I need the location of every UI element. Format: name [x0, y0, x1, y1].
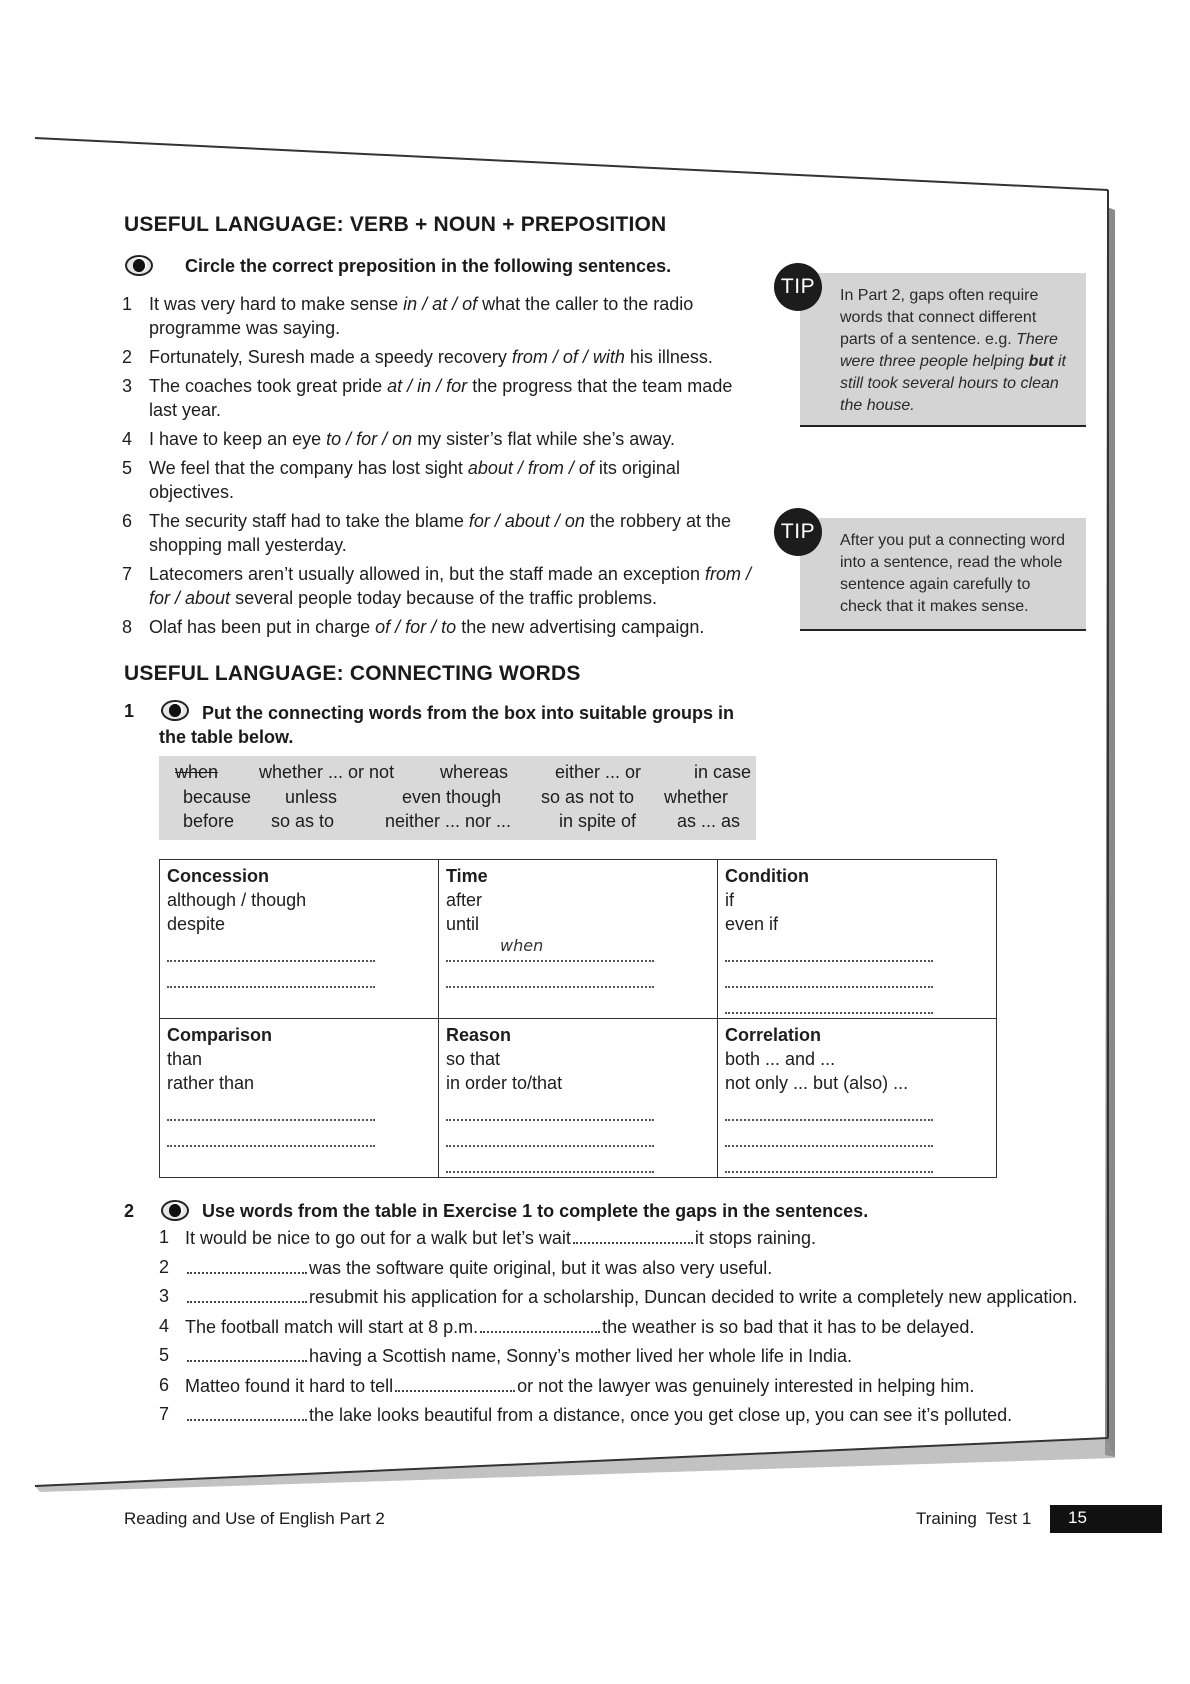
item-number: 2	[159, 1256, 170, 1277]
answer-gap[interactable]	[187, 1286, 307, 1303]
section-heading-connecting-words: USEFUL LANGUAGE: CONNECTING WORDS	[124, 662, 581, 685]
preposition-options[interactable]: about / from / of	[467, 458, 594, 478]
connecting-word: so as not to	[541, 786, 635, 807]
answer-gap[interactable]	[573, 1227, 693, 1244]
answer-line[interactable]	[446, 936, 654, 962]
exercise-instruction	[159, 701, 759, 749]
item-text-after: was the software quite original, but it was also very useful.	[309, 1257, 773, 1278]
category-word: so that	[446, 1049, 501, 1069]
item-text-after: his illness.	[624, 347, 713, 367]
category-word: than	[167, 1049, 203, 1069]
gap-fill-list	[159, 1227, 1077, 1434]
gap-item	[159, 1316, 1077, 1346]
item-text-after: the robbery at the shopping mall yesterday.	[149, 511, 732, 555]
item-text-after: the weather is so bad that it has to be delayed.	[602, 1316, 975, 1337]
connecting-word: because	[183, 786, 252, 807]
answer-line[interactable]	[725, 988, 933, 1014]
answer-line[interactable]	[167, 962, 375, 988]
sheet-top-edge	[35, 138, 1108, 190]
connecting-word: whereas	[440, 762, 509, 782]
answer-line[interactable]	[446, 1121, 654, 1147]
gap-item	[159, 1257, 1077, 1287]
category-cell	[718, 1019, 997, 1178]
tip-text-part: There were three people helping	[840, 331, 1058, 370]
connecting-words-box	[159, 756, 756, 840]
item-text-after: resubmit his application for a scholarship, Duncan decided to write a completely new application.	[309, 1287, 1078, 1307]
category-word: despite	[167, 914, 226, 934]
item-text-after: or not the lawyer was genuinely interested in helping him.	[517, 1375, 975, 1396]
exercise-item	[122, 615, 762, 639]
answer-gap[interactable]	[480, 1316, 600, 1333]
answer-line[interactable]	[725, 1147, 933, 1173]
item-text-after: my sister’s flat while she’s away.	[412, 429, 675, 449]
exercise-item	[122, 345, 762, 369]
answer-line[interactable]	[446, 1147, 654, 1173]
answer-gap[interactable]	[187, 1257, 307, 1274]
exercise-number: 1	[124, 701, 135, 721]
connecting-word: unless	[285, 786, 338, 807]
item-text-after: several people today because of the traffic problems.	[230, 588, 657, 608]
answer-line[interactable]	[167, 936, 375, 962]
exercise-item	[122, 456, 762, 504]
answer-line[interactable]	[725, 1095, 933, 1121]
item-text-before: Latecomers aren’t usually allowed in, but the staff made an exception	[149, 564, 705, 584]
category-cell	[439, 1019, 718, 1178]
category-heading: Reason	[446, 1025, 512, 1045]
table-row	[160, 1019, 997, 1178]
category-heading: Concession	[167, 866, 270, 886]
answer-gap[interactable]	[187, 1345, 307, 1362]
connecting-word: before	[183, 811, 235, 831]
eye-icon	[160, 1198, 192, 1224]
item-text-before: The football match will start at 8 p.m.	[185, 1316, 479, 1337]
item-text-before: The coaches took great pride	[149, 376, 388, 396]
item-number: 1	[122, 294, 133, 314]
preposition-options[interactable]: of / for / to	[375, 617, 457, 637]
item-number: 5	[122, 458, 133, 478]
footer-test-label: Training Test 1	[916, 1509, 1032, 1528]
tip-text-part: it still took several hours to clean the house.	[840, 353, 1066, 414]
item-text-before: Fortunately, Suresh made a speedy recovery	[149, 347, 512, 367]
category-word: rather than	[167, 1073, 255, 1093]
answer-line[interactable]	[446, 1095, 654, 1121]
connecting-word: whether ... or not	[259, 762, 395, 782]
connecting-word: in case	[694, 762, 752, 782]
page-number: 15	[1050, 1505, 1162, 1533]
answer-line[interactable]	[725, 936, 933, 962]
tip-box-2	[800, 518, 1086, 631]
tip-text-part: but	[1028, 353, 1054, 370]
page-shadow-bottom	[35, 1439, 1115, 1492]
gap-item	[159, 1286, 1077, 1316]
answer-line[interactable]	[446, 962, 654, 988]
answer-line[interactable]	[725, 1121, 933, 1147]
item-number: 4	[122, 429, 133, 449]
category-heading: Time	[446, 866, 488, 886]
category-word: even if	[725, 914, 779, 934]
connecting-word: neither ... nor ...	[385, 811, 512, 831]
connecting-word: either ... or	[555, 762, 642, 782]
category-cell	[160, 1019, 439, 1178]
item-text-before: We feel that the company has lost sight	[149, 458, 468, 478]
item-text-after: the new advertising campaign.	[456, 617, 705, 637]
connecting-word: in spite of	[559, 811, 637, 831]
item-number: 3	[159, 1286, 170, 1306]
item-number: 3	[122, 376, 133, 396]
category-cell	[439, 860, 718, 1019]
handwritten-answer: when	[500, 936, 544, 955]
item-text-after: it stops raining.	[694, 1228, 816, 1248]
tip-badge: TIP	[774, 508, 822, 556]
gap-item	[159, 1375, 1077, 1405]
page-shadow	[1105, 207, 1115, 1457]
section-heading-verb-noun-preposition: USEFUL LANGUAGE: VERB + NOUN + PREPOSITION	[124, 213, 667, 236]
exercise-item	[122, 374, 762, 422]
table-row	[160, 860, 997, 1019]
item-text-before: Matteo found it hard to tell	[185, 1375, 394, 1396]
item-number: 2	[122, 347, 133, 367]
category-word: after	[446, 890, 483, 910]
category-heading: Correlation	[725, 1025, 822, 1045]
tip-badge: TIP	[774, 263, 822, 311]
connecting-word: when	[175, 762, 219, 782]
gap-item	[159, 1227, 1077, 1257]
exercise-item	[122, 292, 762, 340]
preposition-options[interactable]: in / at / of	[403, 294, 478, 314]
preposition-options[interactable]: for / about / on	[468, 511, 585, 531]
category-word: both ... and ...	[725, 1049, 836, 1069]
exercise-item	[122, 562, 762, 610]
connecting-words-table	[159, 859, 997, 1178]
item-number: 6	[159, 1374, 170, 1395]
item-text-before: Olaf has been put in charge	[149, 617, 376, 637]
item-number: 5	[159, 1345, 170, 1365]
connecting-word: whether	[664, 786, 729, 807]
category-word: not only ... but (also) ...	[725, 1073, 909, 1093]
tip-text-part: After you put a connecting word into a sentence, read the whole sentence again carefully to check that it makes sense.	[840, 532, 1066, 615]
connecting-word: so as to	[271, 811, 335, 831]
category-cell	[718, 860, 997, 1019]
exercise-number: 2	[124, 1201, 135, 1221]
item-text-before: The security staff had to take the blame	[149, 511, 469, 531]
category-word: in order to/that	[446, 1073, 563, 1093]
preposition-options[interactable]: from / of / with	[511, 347, 625, 367]
item-number: 7	[122, 564, 133, 584]
item-text-after: the lake looks beautiful from a distance, once you get close up, you can see it’s polluted.	[309, 1405, 1013, 1425]
exercise-item	[122, 509, 762, 557]
eye-icon	[124, 253, 156, 279]
exercise-instruction: Use words from the table in Exercise 1 to complete the gaps in the sentences.	[202, 1201, 869, 1221]
item-text-after: the progress that the team made last year.	[149, 376, 733, 420]
preposition-options[interactable]: to / for / on	[326, 429, 413, 449]
item-number: 4	[159, 1315, 170, 1336]
connecting-word: as ... as	[677, 811, 741, 831]
category-cell	[160, 860, 439, 1019]
category-heading: Condition	[725, 866, 809, 886]
item-number: 6	[122, 511, 133, 531]
tip-text	[800, 518, 1086, 628]
category-word: until	[446, 914, 480, 934]
item-number: 1	[159, 1227, 170, 1247]
answer-gap[interactable]	[395, 1375, 515, 1392]
answer-line[interactable]	[725, 962, 933, 988]
category-heading: Comparison	[167, 1025, 273, 1045]
item-text-after: having a Scottish name, Sonny’s mother lived her whole life in India.	[309, 1346, 852, 1366]
exercise-instruction-text: Put the connecting words from the box into suitable groups in the table below.	[159, 703, 735, 747]
item-text-before: I have to keep an eye	[149, 429, 327, 449]
preposition-options[interactable]: at / in / for	[387, 376, 468, 396]
exercise-instruction: Circle the correct preposition in the following sentences.	[185, 256, 672, 276]
item-text-after: its original objectives.	[149, 458, 680, 502]
exercise-item	[122, 427, 762, 451]
gap-item	[159, 1404, 1077, 1434]
tip-text-part: In Part 2, gaps often require words that connect different parts of a sentence. e.g.	[840, 287, 1039, 348]
answer-line[interactable]	[167, 1121, 375, 1147]
item-number: 7	[159, 1404, 170, 1424]
preposition-exercise-list	[122, 292, 762, 644]
category-word: although / though	[167, 890, 307, 910]
footer-section-label: Reading and Use of English Part 2	[124, 1509, 385, 1528]
tip-text	[800, 273, 1086, 427]
tip-box-1	[800, 273, 1086, 427]
answer-line[interactable]	[167, 1095, 375, 1121]
item-number: 8	[122, 617, 133, 637]
item-text-before: It was very hard to make sense	[149, 294, 404, 314]
preposition-options[interactable]: from / for / about	[149, 564, 752, 608]
gap-item	[159, 1345, 1077, 1375]
item-text-after: what the caller to the radio programme was saying.	[149, 294, 694, 338]
connecting-word: even though	[402, 786, 502, 807]
answer-gap[interactable]	[187, 1404, 307, 1421]
category-word: if	[725, 890, 734, 910]
item-text-before: It would be nice to go out for a walk but let’s wait	[185, 1228, 571, 1248]
